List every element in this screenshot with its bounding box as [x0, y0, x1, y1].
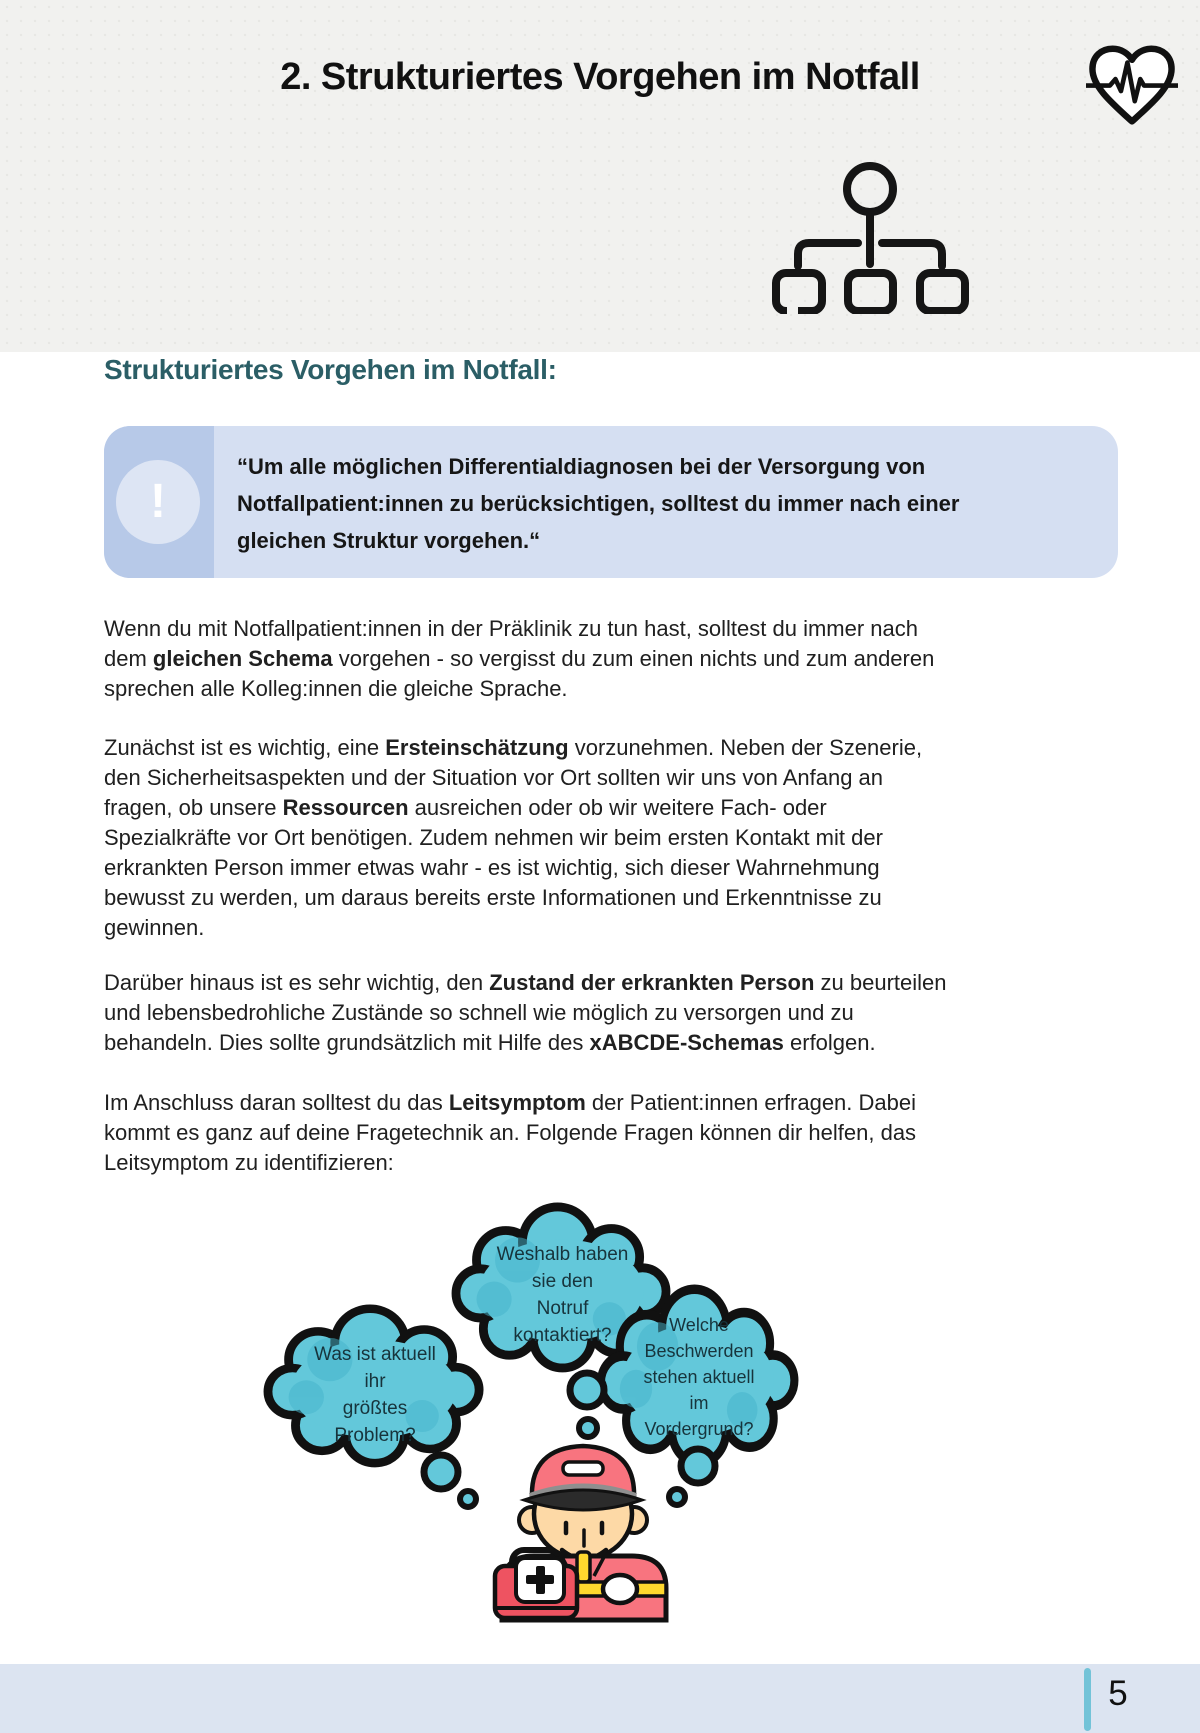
- page-title: 2. Strukturiertes Vorgehen im Notfall: [280, 56, 920, 98]
- page-number: 5: [1108, 1674, 1128, 1713]
- bubble-line: kontaktiert?: [513, 1325, 612, 1346]
- exclamation-icon: [116, 460, 200, 544]
- exclamation-mark: !: [150, 475, 166, 528]
- bubble-line: Weshalb haben: [496, 1244, 629, 1265]
- text-line: erkrankten Person immer etwas wahr - es ist wichtig, sich dieser Wahrnehmung: [104, 855, 880, 880]
- bubble-line: stehen aktuell: [643, 1367, 755, 1387]
- text-line: gleichen Struktur vorgehen.“: [237, 528, 541, 553]
- text-line: dem gleichen Schema vorgehen - so vergisst du zum einen nichts und zum anderen: [104, 646, 935, 671]
- callout-quote: [237, 448, 959, 559]
- paragraph-2: [104, 733, 1104, 943]
- bubble-question-right: [600, 1312, 798, 1442]
- text-line: Darüber hinaus ist es sehr wichtig, den Zustand der erkrankten Person zu beurteilen: [104, 970, 947, 995]
- header-band: [0, 0, 1200, 352]
- text-line: und lebensbedrohliche Zustände so schnell wie möglich zu versorgen und zu: [104, 1000, 854, 1025]
- bubble-line: Was ist aktuell: [314, 1344, 436, 1365]
- paragraph-1: [104, 614, 1104, 704]
- heartbeat-heart-icon: [1086, 44, 1178, 128]
- callout-box: [104, 426, 1118, 578]
- bubble-line: im: [689, 1393, 709, 1413]
- bubble-line: Welche: [669, 1315, 729, 1335]
- text-line: Zunächst ist es wichtig, eine Ersteinschätzung vorzunehmen. Neben der Szenerie,: [104, 735, 923, 760]
- bubble-line: Problem?: [334, 1425, 416, 1446]
- bubble-line: ihr: [364, 1371, 386, 1392]
- text-line: sprechen alle Kolleg:innen die gleiche Sprache.: [104, 676, 568, 701]
- text-line: gewinnen.: [104, 915, 205, 940]
- page-number-accent-bar: [1084, 1668, 1091, 1731]
- text-line: “Um alle möglichen Differentialdiagnosen bei der Versorgung von: [237, 454, 926, 479]
- paragraph-4: [104, 1088, 1104, 1178]
- text-line: behandeln. Dies sollte grundsätzlich mit Hilfe des xABCDE-Schemas erfolgen.: [104, 1030, 876, 1055]
- text-line: bewusst zu werden, um daraus bereits erste Informationen und Erkenntnisse zu: [104, 885, 882, 910]
- bubble-line: sie den: [531, 1271, 594, 1292]
- org-chart-icon: [770, 142, 970, 314]
- bubble-line: Beschwerden: [644, 1341, 754, 1361]
- paragraph-3: [104, 968, 1104, 1058]
- text-line: Wenn du mit Notfallpatient:innen in der Präklinik zu tun hast, solltest du immer nach: [104, 616, 918, 641]
- section-heading: Strukturiertes Vorgehen im Notfall:: [104, 354, 557, 385]
- bubble-line: Vordergrund?: [644, 1419, 754, 1439]
- bubble-line: größtes: [342, 1398, 408, 1419]
- text-line: Im Anschluss daran solltest du das Leitsymptom der Patient:innen erfragen. Dabei: [104, 1090, 916, 1115]
- text-line: Spezialkräfte vor Ort benötigen. Zudem nehmen wir beim ersten Kontakt mit der: [104, 825, 883, 850]
- text-line: Notfallpatient:innen zu berücksichtigen, solltest du immer nach einer: [237, 491, 960, 516]
- bubble-line: Notruf: [536, 1298, 589, 1319]
- text-line: kommt es ganz auf deine Fragetechnik an. Folgende Fragen können dir helfen, das: [104, 1120, 917, 1145]
- text-line: den Sicherheitsaspekten und der Situation vor Ort sollten wir uns von Anfang an: [104, 765, 884, 790]
- footer-band: [0, 1664, 1200, 1733]
- bubble-question-left: [267, 1341, 483, 1449]
- text-line: fragen, ob unsere Ressourcen ausreichen oder ob wir weitere Fach- oder: [104, 795, 827, 820]
- paramedic-figure: [495, 1446, 666, 1620]
- text-line: Leitsymptom zu identifizieren:: [104, 1150, 394, 1175]
